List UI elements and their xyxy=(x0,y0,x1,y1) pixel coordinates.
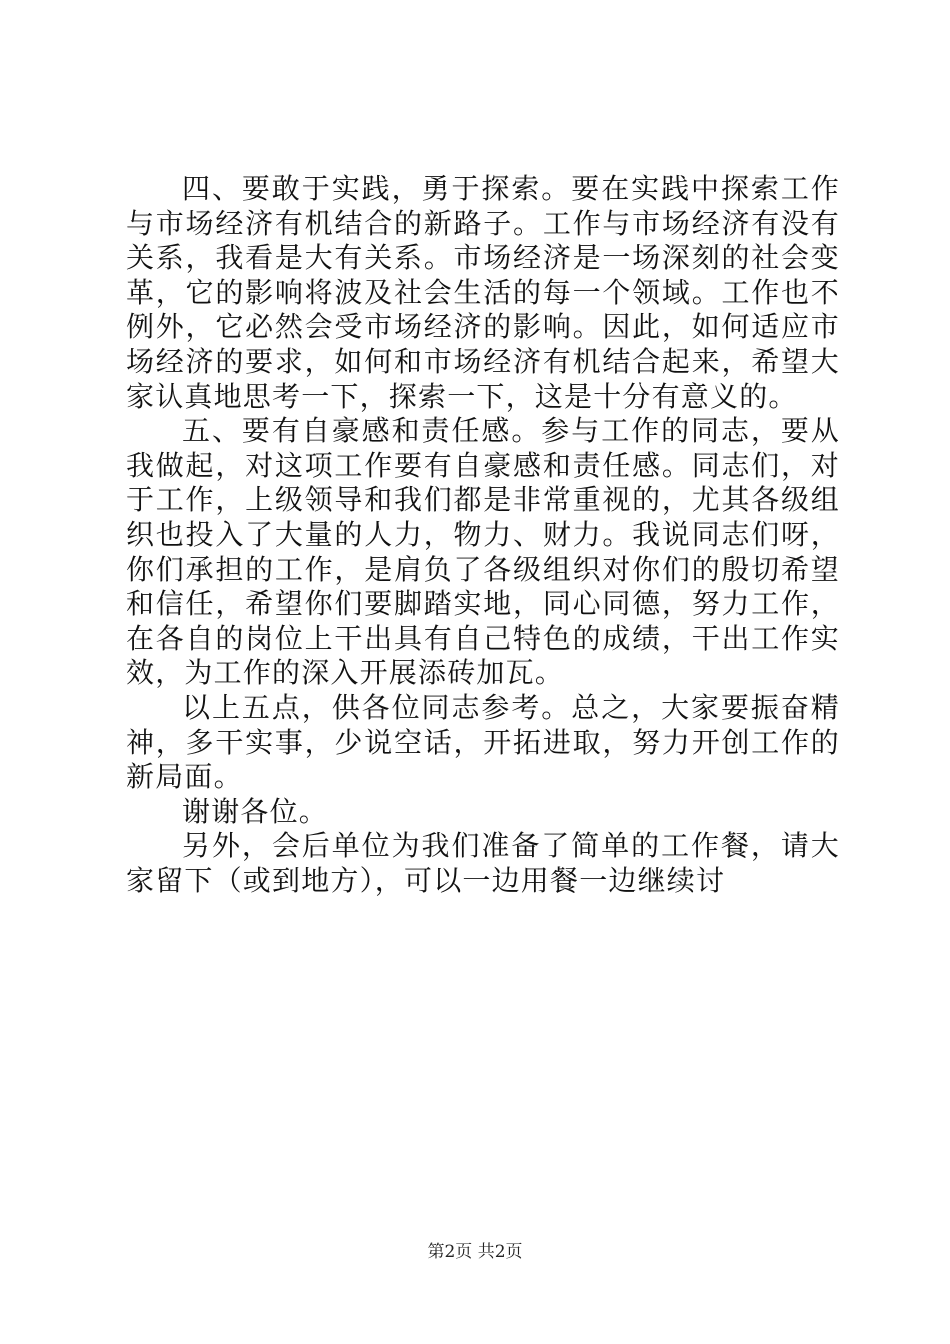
paragraph-meal-notice: 另外，会后单位为我们准备了简单的工作餐，请大家留下（或到地方），可以一边用餐一边继续讨 xyxy=(126,829,840,897)
page-footer: 第2页 共2页 xyxy=(427,1242,523,1262)
paragraph-pride-responsibility: 五、要有自豪感和责任感。参与工作的同志，要从我做起，对这项工作要有自豪感和责任感。同志们，对于工作，上级领导和我们都是非常重视的，尤其各级组织也投入了大量的人力，物力、财力。我说同志们呀，你们承担的工作，是肩负了各级组织对你们的殷切希望和信任，希望你们要脚踏实地，同心同德，努力工作，在各自的岗位上干出具有自己特色的成绩，干出工作实效，为工作的深入开展添砖加瓦。 xyxy=(126,414,840,690)
paragraph-summary: 以上五点，供各位同志参考。总之，大家要振奋精神，多干实事，少说空话，开拓进取，努力开创工作的新局面。 xyxy=(126,690,840,794)
paragraph-thanks: 谢谢各位。 xyxy=(182,794,329,828)
paragraph-practice-explore: 四、要敢于实践，勇于探索。要在实践中探索工作与市场经济有机结合的新路子。工作与市场经济有没有关系，我看是大有关系。市场经济是一场深刻的社会变革，它的影响将波及社会生活的每一个领域。工作也不例外，它必然会受市场经济的影响。因此，如何适应市场经济的要求，如何和市场经济有机结合起来，希望大家认真地思考一下，探索一下，这是十分有意义的。 xyxy=(126,172,840,413)
document-body xyxy=(126,172,840,898)
